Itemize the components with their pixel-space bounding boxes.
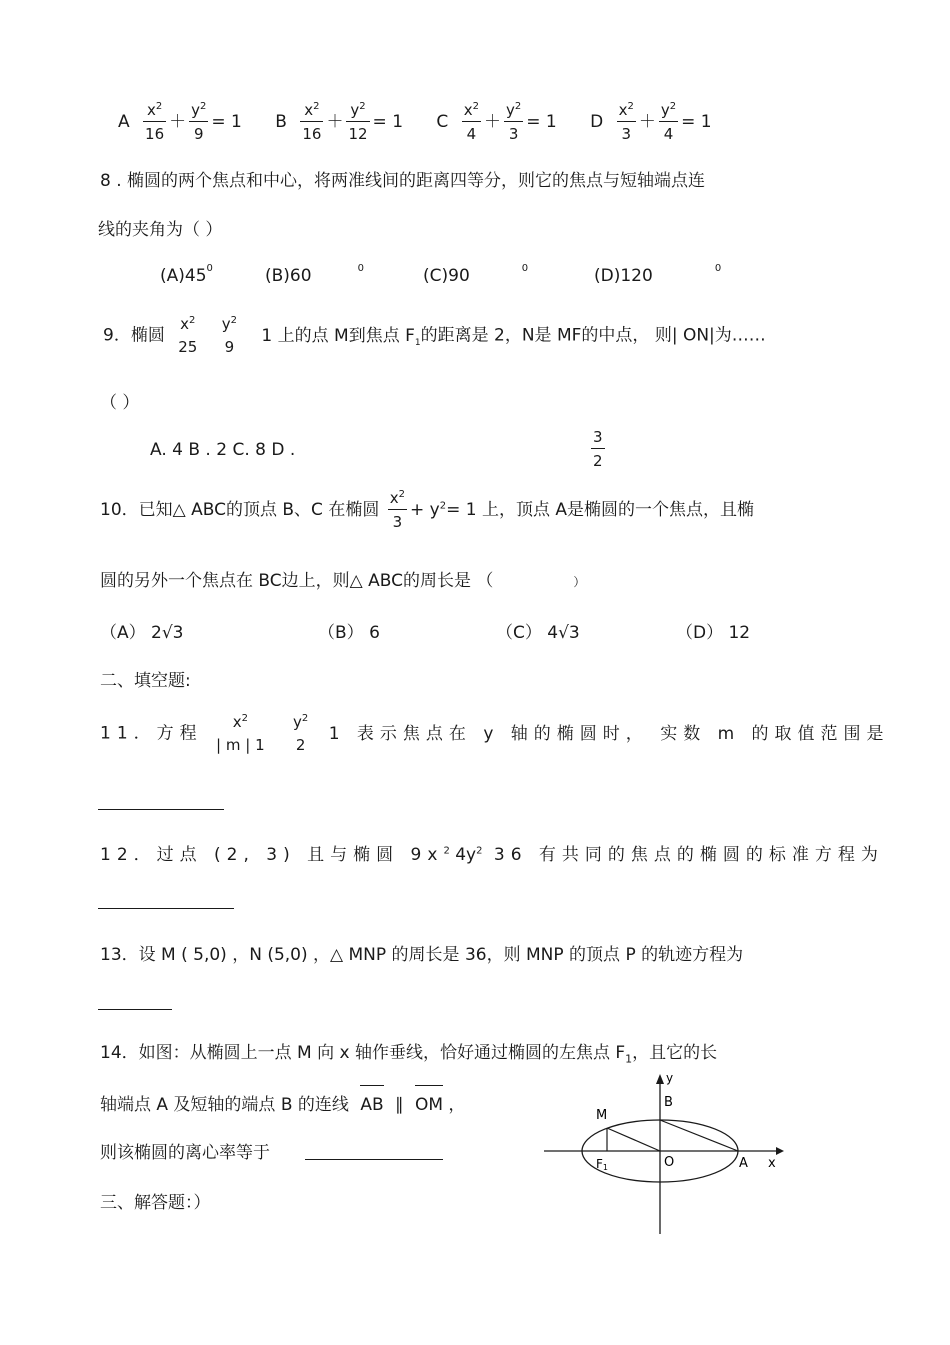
q10-line2: 圆的另外一个焦点在 BC边上，则△ ABC的周长是 （ ） (100, 571, 586, 591)
vector-ab: AB (360, 1095, 384, 1115)
section-2-title: 二、填空题: (100, 671, 191, 691)
segment-om (607, 1128, 660, 1151)
q12-answer-blank[interactable] (98, 907, 234, 909)
q10-option-a: （A） 2√3 (100, 623, 184, 643)
q13-answer-blank[interactable] (98, 1008, 172, 1010)
q10-option-d: （D） 12 (676, 623, 751, 643)
x-axis-arrow-icon (776, 1147, 784, 1155)
label-m: M (596, 1108, 608, 1123)
q11-answer-blank[interactable] (98, 808, 224, 810)
q8-option-d: (D)120 $^0$ (594, 263, 722, 286)
q9-options: A. 4 B . 2 C. 8 D . (150, 440, 296, 460)
q11-line: 11．方程 $x^2$ | m | 1 $y^2$ 2 1 表示焦点在 y 轴的椭圆时， 实数 m 的取值范围是 (100, 713, 890, 754)
q7-option-c: C $\frac{x^2}{4}$ ＋ $\frac{y^2}{3}$ = 1 (436, 101, 557, 143)
q14-answer-blank[interactable] (305, 1158, 443, 1160)
q8-line1: 8 . 椭圆的两个焦点和中心，将两准线间的距离四等分，则它的焦点与短轴端点连 (100, 171, 706, 191)
q14-line2: 轴端点 A 及短轴的端点 B 的连线 AB ∥ OM ， (100, 1090, 465, 1115)
q8-option-c: (C)90 $^0$ (423, 263, 529, 286)
q7-option-d: D $\frac{x^2}{3}$ ＋ $\frac{y^2}{4}$ = 1 (590, 101, 712, 143)
q10-option-c: （C） 4√3 (496, 623, 580, 643)
y-axis-arrow-icon (656, 1074, 664, 1084)
q10-line1: 10．已知△ ABC的顶点 B、C 在椭圆 $\frac{x^2}{3}$ + $y^2= 1$ 上，顶点 A是椭圆的一个焦点，且椭 (100, 489, 754, 531)
q9-line: 9．椭圆 $x^2$ 25 $y^2$ 9 1 上的点 M到焦点 $F_1$的距离是 2，N是 MF的中点， 则| ON|为…… (103, 315, 766, 356)
label-x: x (768, 1156, 776, 1171)
q13-line: 13．设 M ( 5,0) ，N (5,0) ，△ MNP 的周长是 36，则 MNP 的顶点 P 的轨迹方程为 (100, 945, 744, 965)
label-a: A (739, 1156, 748, 1171)
q8-option-a: $(A)45^0$ (160, 263, 213, 286)
q9-option-d-fraction: $\frac{3}{2}$ (593, 428, 603, 470)
q8-option-b: (B)60 $^0$ (265, 263, 364, 286)
q7-option-b: B $\frac{x^2}{16}$ ＋ $\frac{y^2}{12}$ = 1 (275, 101, 404, 143)
label-o: O (664, 1155, 675, 1170)
label-y: y (666, 1071, 674, 1085)
q14-line1: 14．如图：从椭圆上一点 M 向 x 轴作垂线，恰好通过椭圆的左焦点 $F_1$，且它的长 (100, 1043, 718, 1066)
q12-line: 12．过点 (2, 3) 且与椭圆 $9x^2$ $4y^2$ 36 有共同的焦点的椭圆的标准方程为 (100, 845, 884, 865)
q7-options (118, 102, 712, 142)
q10-option-b: （B） 6 (318, 623, 380, 643)
ellipse-figure (540, 1068, 790, 1238)
q7-option-a: A $\frac{x^2}{16}$ ＋ $\frac{y^2}{9}$ = 1 (118, 101, 242, 143)
section-3-title: 三、解答题：） (100, 1193, 211, 1213)
label-b: B (664, 1095, 673, 1110)
q8-line2: 线的夹角为（ ） (98, 220, 223, 240)
vector-om: OM (414, 1095, 443, 1115)
label-f1: F1 (596, 1157, 608, 1172)
q14-line3: 则该椭圆的离心率等于 (100, 1143, 270, 1163)
q9-paren: （ ） (100, 393, 140, 413)
